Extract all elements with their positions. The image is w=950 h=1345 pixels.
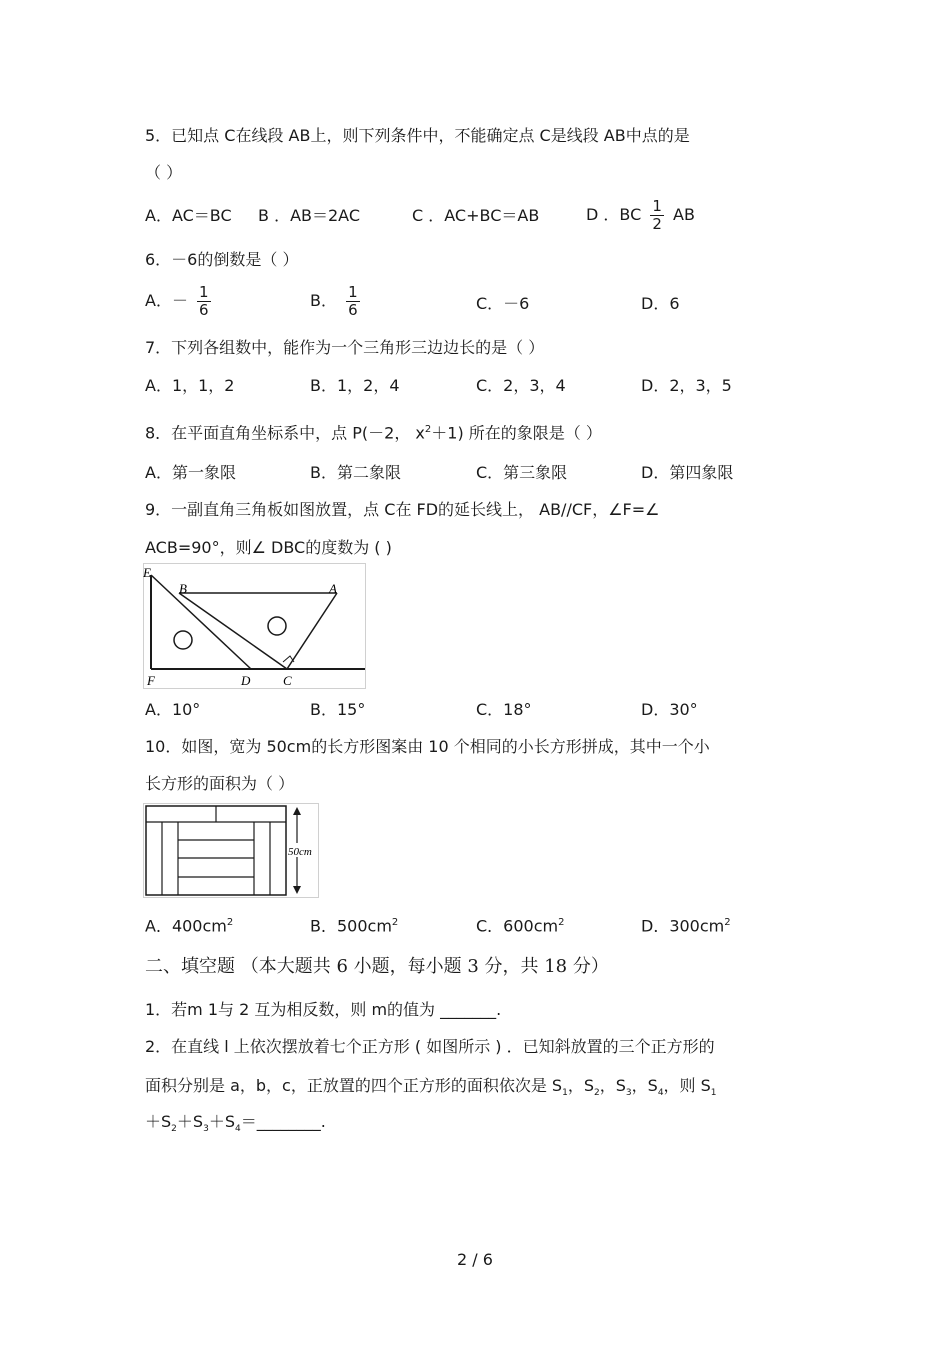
separator: ，S (567, 1076, 594, 1095)
fraction-denominator: 6 (199, 301, 209, 319)
unit-exponent: 2 (226, 917, 234, 928)
q6-option-c: C．－6 (476, 294, 530, 313)
edge-ED (151, 575, 251, 669)
label-F: F (147, 673, 155, 688)
q10-option-b (310, 913, 398, 936)
unit-exponent: 2 (724, 917, 731, 928)
q7-option-c: C．2，3，4 (476, 376, 566, 395)
fraction-numerator: 1 (652, 197, 662, 215)
q5-paren: （ ） (145, 163, 183, 182)
subscript-3: 3 (625, 1088, 632, 1099)
q7-option-a: A．1，1，2 (145, 376, 235, 395)
q10-option-d-text: D．300cm (641, 916, 725, 936)
q9-option-b: B．15° (310, 700, 366, 719)
q5-option-d-fraction (650, 198, 664, 233)
unit-exponent: 2 (558, 917, 565, 928)
fraction-denominator: 2 (652, 215, 662, 233)
edge-BC (179, 593, 287, 669)
q8-stem-start: 8．在平面直角坐标系中，点 P(－2， x (145, 423, 425, 443)
q6-option-a-fraction (197, 284, 211, 319)
q8-stem (145, 420, 602, 443)
q5-option-d-label: D ．BC (586, 205, 642, 224)
label-C: C (283, 673, 292, 688)
q6-option-b-fraction (346, 284, 360, 319)
q5-option-c: C ．AC+BC＝AB (412, 206, 540, 225)
subscript-3: 3 (203, 1124, 209, 1135)
fill-q2-line2-start: 面积分别是 a，b，c，正放置的四个正方形的面积依次是 S (145, 1076, 563, 1095)
q9-triangle-figure (143, 563, 367, 690)
q9-stem-line2: ACB=90°，则∠ DBC的度数为 ( ) (145, 538, 392, 557)
plus-term: ＋S (208, 1112, 235, 1131)
q10-rectangle-figure (143, 803, 319, 898)
label-D: D (241, 673, 251, 688)
q10-option-b-text: B．500cm (310, 916, 392, 936)
q10-option-a (145, 913, 233, 936)
q8-option-c: C．第三象限 (476, 463, 568, 482)
subscript-4: 4 (234, 1124, 241, 1135)
label-E: E (143, 565, 151, 580)
q6-option-a (145, 284, 215, 319)
q10-option-c-text: C．600cm (476, 916, 559, 936)
q5-option-b: B ．AB＝2AC (258, 206, 361, 225)
fill-q2-line3 (145, 1112, 326, 1139)
q6-stem: 6．－6的倒数是（ ） (145, 250, 299, 269)
q5-option-a: A．AC＝BC (145, 206, 232, 225)
fraction-denominator: 6 (348, 301, 358, 319)
fraction-numerator: 1 (348, 283, 358, 301)
unit-exponent: 2 (391, 917, 399, 928)
subscript-1: 1 (562, 1088, 568, 1099)
q6-option-b (310, 284, 364, 319)
fill-q2-line2 (145, 1076, 717, 1103)
page-number: 2 / 6 (457, 1250, 493, 1269)
fill-q1: 1．若m 1与 2 互为相反数，则 m的值为 _______. (145, 1000, 502, 1019)
fraction-numerator: 1 (199, 283, 209, 301)
q8-option-a: A．第一象限 (145, 463, 236, 482)
arrow-up-icon (293, 807, 301, 815)
label-A: A (329, 581, 337, 596)
q8-option-b: B．第二象限 (310, 463, 401, 482)
q10-stem-line2: 长方形的面积为（ ） (145, 774, 295, 793)
fill-q2-line2-end: ，则 S (663, 1076, 711, 1095)
edge-AC (287, 593, 337, 669)
q9-stem-line1: 9．一副直角三角板如图放置，点 C在 FD的延长线上， AB//CF，∠F=∠ (145, 500, 660, 519)
q5-option-d (586, 198, 695, 233)
q8-option-d: D．第四象限 (641, 463, 734, 482)
q6-option-d: D．6 (641, 294, 680, 313)
section-title-fill-in: 二、填空题 （本大题共 6 小题，每小题 3 分，共 18 分） (145, 956, 609, 977)
plus-term: ＋S (176, 1112, 204, 1131)
q6-option-b-label: B． (310, 291, 337, 310)
subscript-2: 2 (171, 1124, 177, 1135)
q9-option-a: A．10° (145, 700, 201, 719)
q9-option-c: C．18° (476, 700, 532, 719)
q6-option-a-label: A．－ (145, 291, 188, 310)
q7-option-d: D．2，3，5 (641, 376, 732, 395)
subscript-1: 1 (710, 1088, 717, 1099)
q8-exponent: 2 (424, 424, 432, 435)
q9-option-d: D．30° (641, 700, 698, 719)
width-label: 50cm (288, 846, 312, 858)
plus-term: ＋S (145, 1112, 172, 1131)
arrow-down-icon (293, 886, 301, 894)
q10-option-c (476, 913, 564, 936)
q10-option-a-text: A．400cm (145, 916, 227, 936)
subscript-4: 4 (657, 1088, 664, 1099)
separator: ，S (631, 1076, 658, 1095)
q5-stem: 5．已知点 C在线段 AB上，则下列条件中，不能确定点 C是线段 AB中点的是 (145, 126, 690, 145)
q7-stem: 7．下列各组数中，能作为一个三角形三边边长的是（ ） (145, 338, 545, 357)
q10-stem-line1: 10．如图，宽为 50cm的长方形图案由 10 个相同的小长方形拼成，其中一个小 (145, 737, 710, 756)
answer-blank: ＝________. (240, 1112, 326, 1131)
subscript-2: 2 (594, 1088, 600, 1099)
fill-q2-line1: 2．在直线 l 上依次摆放着七个正方形 ( 如图所示 ) ．已知斜放置的三个正方形的 (145, 1037, 715, 1056)
q7-option-b: B．1，2，4 (310, 376, 400, 395)
q10-option-d (641, 913, 731, 936)
q5-option-d-tail: AB (673, 205, 695, 224)
label-B: B (179, 581, 187, 596)
separator: ，S (599, 1076, 626, 1095)
hole-right (268, 617, 286, 635)
hole-left (174, 631, 192, 649)
q8-stem-end: ＋1) 所在的象限是（ ） (431, 423, 602, 443)
